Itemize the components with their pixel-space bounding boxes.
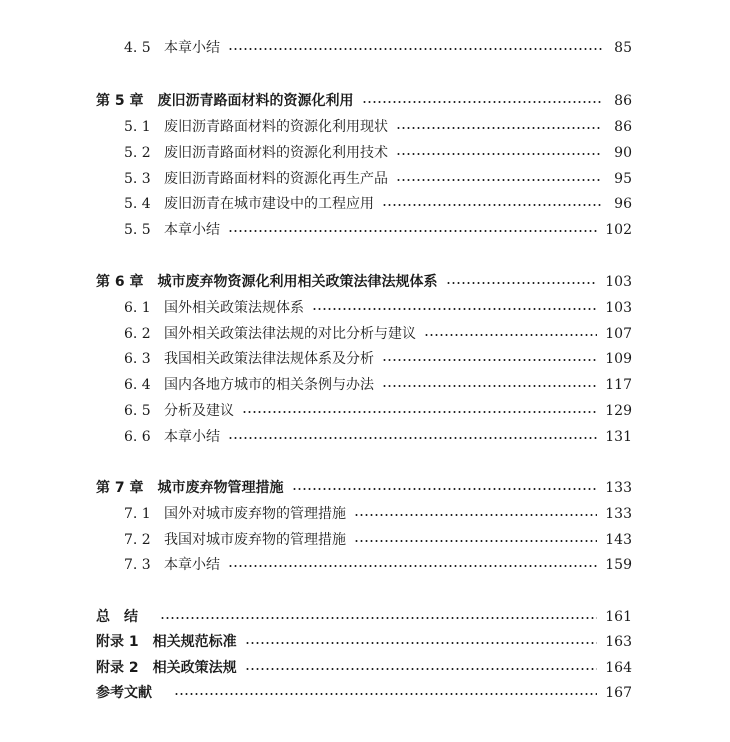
chapter-title: 相关规范标准: [152, 634, 237, 650]
toc-references[interactable]: [96, 681, 632, 705]
dot-leader: [396, 179, 602, 181]
entry-page: 102: [605, 222, 632, 238]
dot-leader: [292, 488, 598, 490]
chapter-number: 附录 1: [96, 634, 139, 650]
toc-section-6-2[interactable]: [124, 322, 632, 346]
dot-leader: [174, 693, 597, 695]
entry-page: 86: [614, 93, 632, 109]
entry-page: 86: [614, 119, 632, 135]
entry-page: 143: [605, 532, 632, 548]
entry-page: 103: [605, 274, 632, 290]
toc-section-7-3[interactable]: [124, 553, 632, 577]
dot-leader: [354, 540, 597, 542]
toc-section-6-4[interactable]: [124, 373, 632, 397]
dot-leader: [382, 204, 602, 206]
entry-page: 133: [605, 480, 632, 496]
entry-title: 废旧沥青路面材料的资源化再生产品: [164, 171, 388, 187]
toc-section-6-6[interactable]: [124, 425, 632, 449]
entry-page: 163: [605, 634, 632, 650]
entry-title: 我国相关政策法律法规体系及分析: [164, 351, 374, 367]
chapter-number: 第 5 章: [96, 93, 144, 109]
entry-page: 117: [605, 377, 632, 393]
entry-title: 国外相关政策法规体系: [164, 300, 304, 316]
entry-number: 7. 1: [124, 506, 151, 522]
chapter-title: 废旧沥青路面材料的资源化利用: [157, 93, 354, 109]
toc-section-6-3[interactable]: [124, 347, 632, 371]
dot-leader: [382, 359, 597, 361]
entry-page: 131: [605, 429, 632, 445]
toc-chapter-5[interactable]: [96, 89, 632, 113]
entry-number: 5. 4: [124, 196, 151, 212]
dot-leader: [424, 334, 597, 336]
dot-leader: [382, 385, 597, 387]
toc-section-6-5[interactable]: [124, 399, 632, 423]
entry-page: 90: [614, 145, 632, 161]
entry-title: 本章小结: [164, 429, 220, 445]
chapter-title: 城市废弃物管理措施: [157, 480, 284, 496]
toc-section-5-5[interactable]: [124, 218, 632, 242]
entry-number: 4. 5: [124, 40, 151, 56]
dot-leader: [396, 127, 602, 129]
dot-leader: [446, 282, 598, 284]
entry-number: 7. 3: [124, 557, 151, 573]
entry-title: 国外相关政策法律法规的对比分析与建议: [164, 326, 416, 342]
entry-title: 本章小结: [164, 40, 220, 56]
toc-section-5-3[interactable]: [124, 167, 632, 191]
entry-title: 国外对城市废弃物的管理措施: [164, 506, 346, 522]
toc-appendix-2[interactable]: [96, 656, 632, 680]
dot-leader: [245, 642, 598, 644]
toc-section-7-2[interactable]: [124, 528, 632, 552]
dot-leader: [312, 308, 597, 310]
toc-section-5-2[interactable]: [124, 141, 632, 165]
toc-section-7-1[interactable]: [124, 502, 632, 526]
entry-number: 6. 4: [124, 377, 151, 393]
chapter-number: 第 6 章: [96, 274, 144, 290]
entry-page: 129: [605, 403, 632, 419]
chapter-number: 参考文献: [96, 685, 152, 701]
dot-leader: [228, 565, 597, 567]
toc-chapter-7[interactable]: [96, 476, 632, 500]
entry-number: 5. 5: [124, 222, 151, 238]
entry-title: 我国对城市废弃物的管理措施: [164, 532, 346, 548]
chapter-title: 相关政策法规: [152, 660, 237, 676]
entry-page: 96: [614, 196, 632, 212]
entry-title: 国内各地方城市的相关条例与办法: [164, 377, 374, 393]
entry-page: 161: [605, 609, 632, 625]
entry-page: 85: [614, 40, 632, 56]
entry-page: 133: [605, 506, 632, 522]
toc-section-6-1[interactable]: [124, 296, 632, 320]
dot-leader: [242, 411, 597, 413]
chapter-number: 附录 2: [96, 660, 139, 676]
chapter-number: 总 结: [96, 609, 138, 625]
toc-chapter-6[interactable]: [96, 270, 632, 294]
entry-page: 159: [605, 557, 632, 573]
entry-number: 5. 2: [124, 145, 151, 161]
entry-number: 6. 5: [124, 403, 151, 419]
dot-leader: [245, 668, 598, 670]
dot-leader: [228, 48, 602, 50]
entry-number: 6. 2: [124, 326, 151, 342]
entry-page: 107: [605, 326, 632, 342]
entry-title: 废旧沥青路面材料的资源化利用现状: [164, 119, 388, 135]
dot-leader: [228, 230, 597, 232]
entry-title: 废旧沥青在城市建设中的工程应用: [164, 196, 374, 212]
toc-section-5-4[interactable]: [124, 192, 632, 216]
entry-title: 分析及建议: [164, 403, 234, 419]
entry-number: 7. 2: [124, 532, 151, 548]
dot-leader: [354, 514, 597, 516]
entry-page: 95: [614, 171, 632, 187]
entry-title: 本章小结: [164, 557, 220, 573]
toc-summary[interactable]: [96, 605, 632, 629]
dot-leader: [160, 617, 597, 619]
entry-title: 废旧沥青路面材料的资源化利用技术: [164, 145, 388, 161]
toc-section-4-5[interactable]: [124, 36, 632, 60]
toc-section-5-1[interactable]: [124, 115, 632, 139]
entry-number: 6. 6: [124, 429, 151, 445]
dot-leader: [362, 101, 603, 103]
entry-title: 本章小结: [164, 222, 220, 238]
entry-number: 6. 1: [124, 300, 151, 316]
entry-page: 164: [605, 660, 632, 676]
dot-leader: [396, 153, 602, 155]
entry-page: 103: [605, 300, 632, 316]
chapter-number: 第 7 章: [96, 480, 144, 496]
toc-appendix-1[interactable]: [96, 630, 632, 654]
dot-leader: [228, 437, 597, 439]
chapter-title: 城市废弃物资源化利用相关政策法律法规体系: [157, 274, 438, 290]
entry-number: 5. 3: [124, 171, 151, 187]
entry-page: 109: [605, 351, 632, 367]
entry-page: 167: [605, 685, 632, 701]
entry-number: 6. 3: [124, 351, 151, 367]
entry-number: 5. 1: [124, 119, 151, 135]
